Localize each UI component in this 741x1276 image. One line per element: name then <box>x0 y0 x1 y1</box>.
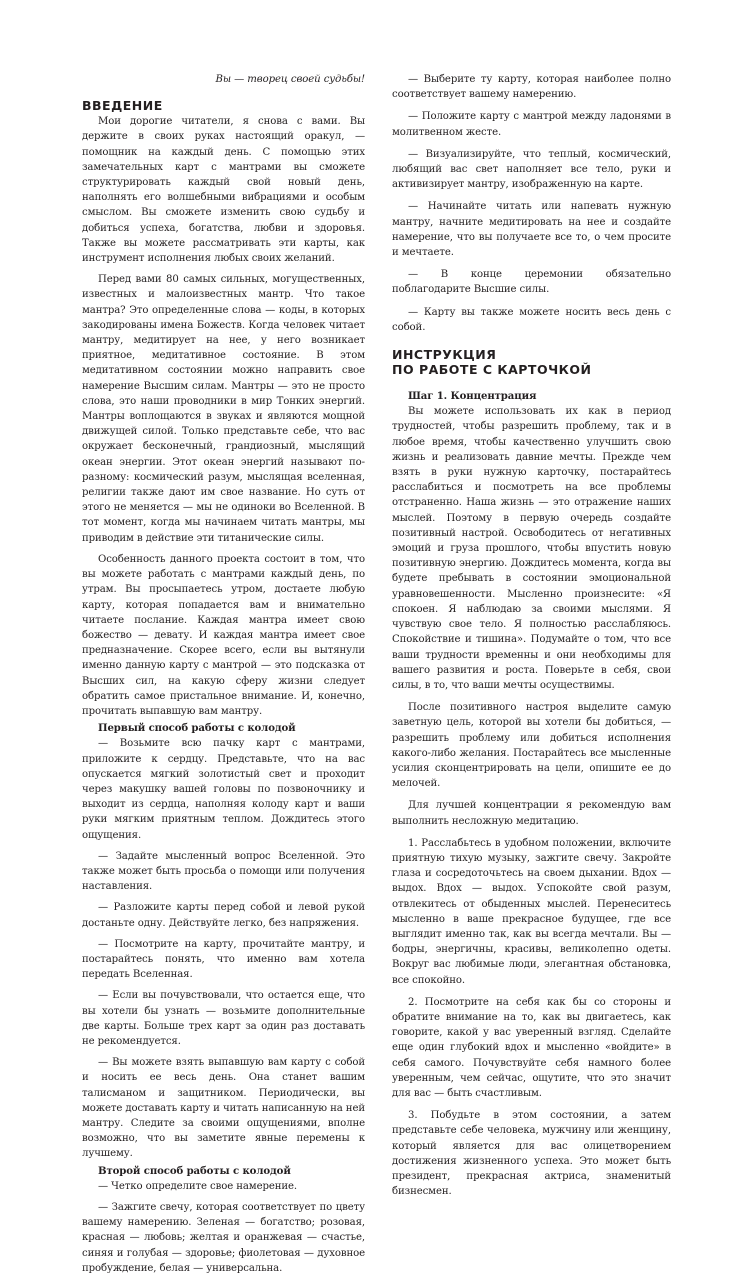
instruction-paragraph: Для лучшей концентрации я рекомендую вам выполнить несложную медитацию. <box>392 800 671 827</box>
instruction-paragraph: 2. Посмотрите на себя как бы со стороны и обратите внимание на то, как вы двигаетесь, как говорите, какой у вас уверенный взгляд. Сделайте еще один глубокий вдох и мысленно «войдите» в себя самого. Почувствуйте себя намного более уверенным, чем сейчас, ощутите, что это значит для вас — быть счастливым. <box>392 996 671 1099</box>
method2-item: — Положите карту с мантрой между ладонями в молитвенном жесте. <box>392 111 671 138</box>
method1-item: — Возьмите всю пачку карт с мантрами, приложите к сердцу. Представьте, что на вас опускается мягкий золотистый свет и проходит через макушку вашей головы по позвоночнику и выходит из сердца, наполняя колоду карт и ваши руки мягким приятным теплом. Дождитесь этого ощущения. <box>82 738 365 841</box>
method1-item: — Если вы почувствовали, что остается еще, что вы хотели бы узнать — возьмите дополнительные две карты. Больше трех карт за один раз доставать не рекомендуется. <box>82 990 365 1047</box>
method1-item: — Разложите карты перед собой и левой рукой достаньте одну. Действуйте легко, без напряжения. <box>82 902 365 929</box>
instruction-heading-line1: ИНСТРУКЦИЯ <box>392 347 497 363</box>
intro-paragraph: Особенность данного проекта состоит в том, что вы можете работать с мантрами каждый день, по утрам. Вы просыпаетесь утром, достаете любую карту, которая попадается вам и внимательно читаете послание. Каждая мантра имеет свою божество — девату. И каждая мантра имеет свое предназначение. Скорее всего, если вы вытянули именно данную карту с мантрой — это подсказка от Высших сил, на какую сферу жизни следует обратить самое пристальное внимание. И, конечно, прочитать выпавшую вам мантру. <box>82 553 365 717</box>
method2-item: — Выберите ту карту, которая наиболее полно соответствует вашему намерению. <box>392 74 671 101</box>
intro-paragraph: Перед вами 80 самых сильных, могущественных, известных и малоизвестных мантр. Что такое мантра? Это определенные слова — коды, в которых закодированы имена Божеств. Когда человек читает мантру, медитирует на нее, у него возникает приятное, медитативное состояние. В этом медитативном состоянии можно направить свое намерение Высшим силам. Мантры — это не просто слова, это наши проводники в мир Тонких энергий. Мантры воплощаются в звуках и являются мощной движущей силой. Только представьте себе, что вас окружает бесконечный, грандиозный, мыслящий океан энергии. Этот океан энергий называют по-разному: космический разум, мыслящая вселенная, религии также дают им свое название. Но суть от этого не меняется — мы не одиноки во Вселенной. В тот момент, когда мы начинаем читать мантры, мы приводим в действие эти титанические силы. <box>82 274 365 544</box>
instruction-paragraph: Вы можете использовать их как в период трудностей, чтобы разрешить проблему, так и в любое время, чтобы качественно улучшить свою жизнь и реализовать давние мечты. Прежде чем взять в руки нужную карточку, постарайтесь расслабиться и посмотреть на все проблемы отстраненно. Наша жизнь — это отражение наших мыслей. Поэтому в первую очередь создайте позитивный настрой. Освободитесь от негативных эмоций и груза прошлого, чтобы впустить новую позитивную энергию. Дождитесь момента, когда вы будете пребывать в состоянии эмоциональной уравновешенности. Мысленно произнесите: «Я спокоен. Я наблюдаю за своими мыслями. Я чувствую свое тело. Я полностью расслабляюсь. Спокойствие и тишина». Подумайте о том, что все ваши трудности временны и они необходимы для вашего развития и роста. Поверьте в себя, свои силы, в то, что ваши мечты осуществимы. <box>392 406 671 691</box>
instruction-paragraph: После позитивного настроя выделите самую заветную цель, которой вы хотели бы добиться, — разрешить проблему или добиться исполнения какого-либо желания. Постарайтесь все мысленные усилия сконцентрировать на цели, опишите ее до мелочей. <box>392 702 671 790</box>
method1-item: — Задайте мысленный вопрос Вселенной. Это также может быть просьба о помощи или получения наставления. <box>82 850 365 893</box>
instruction-heading <box>392 347 671 377</box>
instruction-paragraph: 3. Побудьте в этом состоянии, а затем представьте себе человека, мужчину или женщину, который является для вас олицетворением достижения жизненного успеха. Это может быть президент, прекрасная актриса, знаменитый бизнесмен. <box>392 1110 671 1198</box>
method2-heading: Второй способ работы с колодой <box>98 1164 291 1177</box>
intro-paragraph: Мои дорогие читатели, я снова с вами. Вы держите в своих руках настоящий оракул, — помощник на каждый день. С помощью этих замечательных карт с мантрами вы сможете структурировать каждый свой новый день, наполнять его волшебными вибрациями и особым смыслом. Вы сможете изменить свою судьбу и добиться успеха, богатства, любви и здоровья. Также вы можете рассматривать эти карты, как инструмент исполнения любых своих желаний. <box>82 116 365 265</box>
method2-item: — Карту вы также можете носить весь день с собой. <box>392 306 671 333</box>
intro-heading: ВВЕДЕНИЕ <box>82 98 163 114</box>
method2-item: — Визуализируйте, что теплый, космический, любящий вас свет наполняет все тело, руки и активизирует мантру, изображенную на карте. <box>392 148 671 191</box>
method2-item: — Четко определите свое намерение. <box>98 1180 298 1192</box>
method2-item: — Зажгите свечу, которая соответствует по цвету вашему намерению. Зеленая — богатство; розовая, красная — любовь; желтая и оранжевая — счастье, синяя и голубая — здоровье; фиолетовая — духовное пробуждение, белая — универсальна. <box>82 1202 365 1274</box>
step1-heading: Шаг 1. Концентрация <box>408 390 537 403</box>
method2-item: — Начинайте читать или напевать нужную мантру, начните медитировать на нее и создайте намерение, что вы получаете все то, о чем просите и мечтаете. <box>392 201 671 259</box>
instruction-heading-line2: ПО РАБОТЕ С КАРТОЧКОЙ <box>392 362 592 378</box>
instruction-paragraph: 1. Расслабьтесь в удобном положении, включите приятную тихую музыку, зажгите свечу. Закройте глаза и сосредоточьтесь на своем дыхании. Вдох — выдох. Вдох — выдох. Успокойте свой разум, отвлекитесь от обыденных мыслей. Перенеситесь мысленно в ваше прекрасное будущее, где все выглядит именно так, как вы всегда мечтали. Вы — бодры, энергичны, красивы, великолепно одеты. Вокруг вас любимые люди, элегантная обстановка, все спокойно. <box>392 837 671 986</box>
method1-item: — Вы можете взять выпавшую вам карту с собой и носить ее весь день. Она станет вашим талисманом и защитником. Периодически, вы можете доставать карту и читать написанную на ней мантру. Следите за своими ощущениями, вполне возможно, что вы заметите явные перемены к лучшему. <box>82 1057 365 1160</box>
method1-item: — Посмотрите на карту, прочитайте мантру, и постарайтесь понять, что именно вам хотела передать Вселенная. <box>82 938 365 981</box>
right-column <box>392 72 671 1199</box>
left-column <box>82 72 365 1276</box>
method2-item: — В конце церемонии обязательно поблагодарите Высшие силы. <box>392 269 671 296</box>
epigraph: Вы — творец своей судьбы! <box>215 74 365 85</box>
method1-heading: Первый способ работы с колодой <box>98 722 296 735</box>
